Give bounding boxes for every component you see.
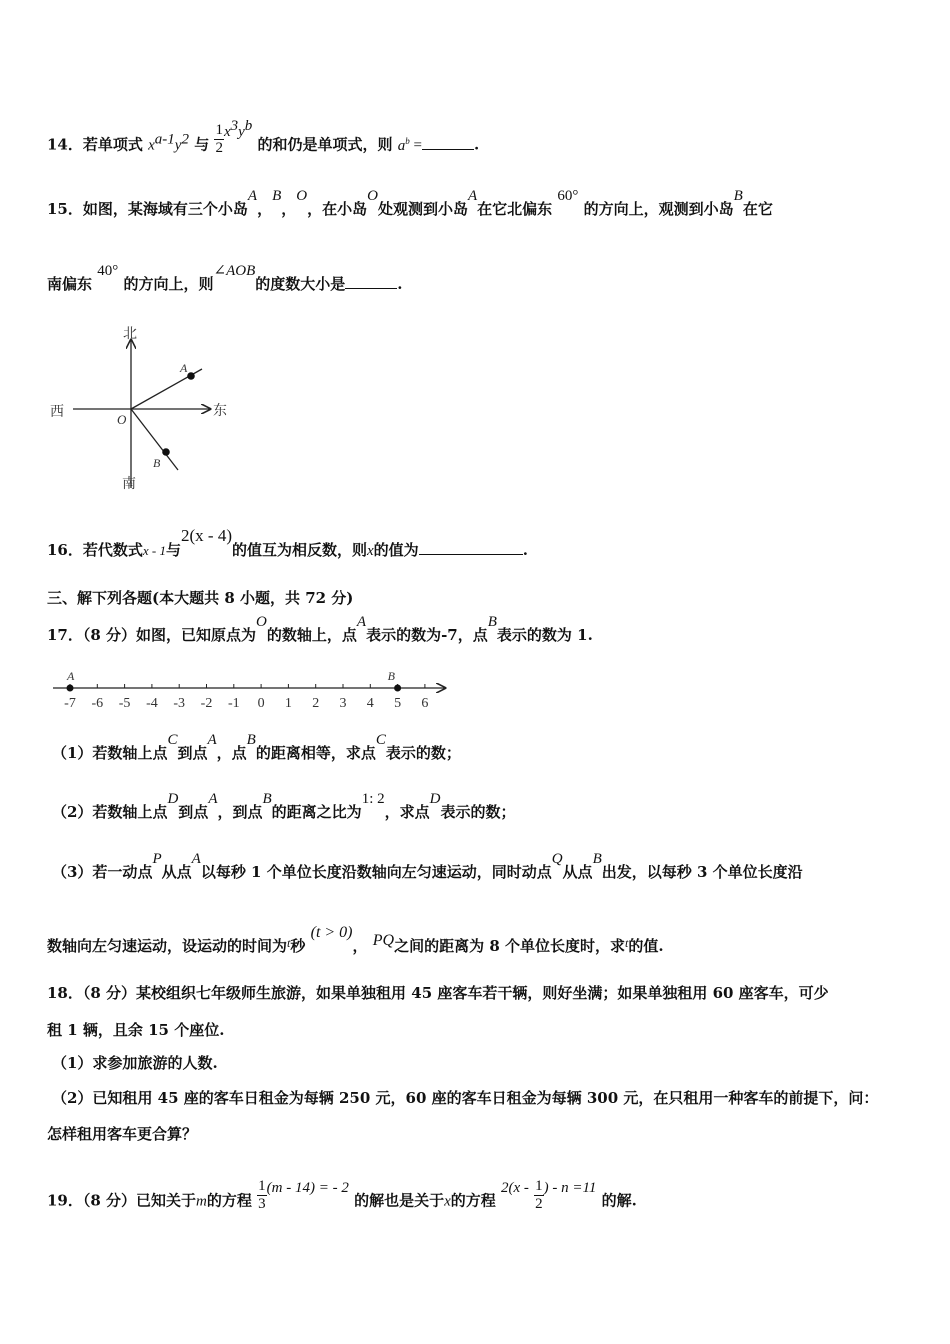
number-line-tick-label: -1: [227, 696, 240, 711]
q19-t3: 的方程: [450, 1191, 496, 1210]
q17p1-C2: C: [375, 732, 386, 748]
q14-term1-x: x: [148, 137, 155, 154]
q19-m: m: [196, 1193, 207, 1210]
question-17-part3-line1: [52, 851, 803, 883]
question-18-part2-line1: （2）已知租用 45 座的客车日租金为每辆 250 元，60 座的客车日租金为每辆 300 元，在只租用一种客车的前提下，问：: [52, 1089, 879, 1107]
q19-eq2-fraction: $\frac{1}{2}$: [535, 1178, 543, 1212]
q17p1-A: A: [207, 732, 217, 748]
q16-x: x: [367, 543, 374, 559]
q17-label: 17．（8 分）如图，已知原点为: [47, 626, 257, 644]
q17p2-B: B: [262, 791, 272, 807]
q16-end: .: [522, 541, 528, 559]
q17-t3: 表示的数为 1.: [496, 626, 593, 644]
q19-t4: 的解.: [601, 1191, 637, 1210]
q14-term2-exp: 3: [230, 117, 239, 134]
east-label: 东: [213, 404, 227, 419]
q15-t7: 的方向上，则: [123, 275, 214, 293]
q17p1-t3: 的距离相等，求点: [255, 744, 376, 762]
number-line-tick-label: 3: [339, 696, 347, 711]
q17p3-A: A: [191, 851, 201, 867]
q15-t6: 南偏东: [47, 275, 93, 293]
question-18-line2: 租 1 辆，且余 15 个座位.: [47, 1021, 225, 1039]
question-16: [47, 526, 528, 561]
q17p3-label: （3）若一动点: [52, 863, 153, 881]
q16-t1: 的值互为相反数，则: [231, 541, 367, 559]
q15-t4: 的方向上，观测到小岛: [583, 200, 734, 218]
q17p3-t7: ，: [352, 937, 368, 955]
q17p1-B: B: [246, 732, 256, 748]
q17p2-D: D: [167, 791, 179, 807]
q19-eq2-pre: 2(x -: [501, 1179, 529, 1196]
q16-expr1: x - 1: [142, 543, 166, 558]
q14-answer-blank[interactable]: [422, 135, 474, 150]
q19-t1: 的方程: [206, 1191, 252, 1210]
q17p1-label: （1）若数轴上点: [52, 744, 168, 762]
q15-comma: ，: [257, 200, 273, 218]
q17p3-t9: 的值.: [628, 937, 664, 955]
q15-B2: B: [733, 188, 743, 204]
q15-A2: A: [467, 188, 478, 204]
point-A-label: A: [180, 361, 188, 375]
q17p1-t1: 到点: [177, 744, 208, 762]
number-line-label-B: B: [387, 669, 395, 683]
number-line-tick-label: -2: [200, 696, 213, 711]
number-line-tick-label: 5: [394, 696, 402, 711]
q17p2-ratio: 1: 2: [361, 791, 385, 807]
q15-t2: 处观测到小岛: [377, 200, 468, 218]
q14-term2-yexp: b: [244, 117, 253, 134]
q17p3-t4: 出发，以每秒 3 个单位长度沿: [601, 863, 803, 881]
q15-end: .: [397, 275, 403, 293]
q14-eq: =: [409, 137, 422, 154]
q17p2-A: A: [208, 791, 218, 807]
q17-t2: 表示的数为-7，点: [366, 626, 488, 644]
q14-ab: $a^b$: [397, 135, 410, 154]
number-line-label-A: A: [67, 669, 75, 683]
q16-connector: 与: [165, 541, 181, 559]
q15-O2: O: [367, 188, 378, 204]
q16-t2: 的值为: [373, 541, 419, 559]
q17-O: O: [256, 614, 267, 630]
q14-term2-y: y: [238, 123, 245, 140]
q17p2-t4: ，求点: [384, 803, 430, 821]
number-line-point-B: [394, 685, 401, 692]
q15-deg60: 60°: [557, 188, 579, 204]
q14-text1: 的和仍是单项式，则: [257, 135, 393, 154]
south-label: 南: [122, 477, 136, 492]
q19-label: 19．（8 分）已知关于: [47, 1191, 197, 1210]
north-label: 北: [123, 327, 137, 342]
number-line-figure: [45, 665, 465, 715]
question-17: [47, 614, 593, 646]
q15-comma2: ，: [281, 200, 297, 218]
q17p3-t1: 从点: [161, 863, 192, 881]
q19-x: x: [444, 1193, 451, 1210]
q19-t2: 的解也是关于: [354, 1191, 445, 1210]
q14-term1-y: y: [174, 137, 182, 154]
question-15-line1: [47, 188, 773, 220]
number-line-tick-label: -4: [146, 696, 158, 711]
question-17-part2: [52, 791, 516, 823]
q15-O: O: [296, 188, 308, 204]
point-B-dot: [162, 448, 170, 456]
q17p3-t2: t: [624, 936, 629, 950]
number-line-tick-label: -3: [173, 696, 186, 711]
question-19: [47, 1178, 637, 1219]
q19-eq1-rest: (m - 14) = - 2: [266, 1179, 349, 1196]
question-18-part2-line2: 怎样租用客车更合算？: [47, 1125, 198, 1143]
question-14: [47, 117, 480, 163]
number-line-tick-label: 2: [312, 696, 320, 711]
question-18-line1: 18．（8 分）某校组织七年级师生旅游，如果单独租用 45 座客车若干辆，则好坐满；如果单独租用 60 座客车，可少: [47, 984, 829, 1002]
question-17-part3-line2: [47, 924, 664, 957]
q17-A: A: [356, 614, 367, 630]
q17p3-t2: 以每秒 1 个单位长度沿数轴向左匀速运动，同时动点: [200, 863, 552, 881]
q17p3-t8: 之间的距离为 8 个单位长度时，求: [394, 937, 625, 955]
q17p2-t2: ，到点: [217, 803, 263, 821]
q17p3-t5: 数轴向左匀速运动，设运动的时间为: [47, 937, 288, 955]
number-line-tick-label: -7: [64, 696, 76, 711]
q17p3-B: B: [592, 851, 602, 867]
q15-t1: ，在小岛: [307, 200, 368, 218]
q14-term2-x: x: [223, 123, 231, 140]
q17p2-t3: 的距离之比为: [271, 803, 362, 821]
number-line-point-A: [67, 685, 74, 692]
question-18-part1: （1）求参加旅游的人数.: [52, 1054, 218, 1072]
q15-angle: ∠AOB: [213, 263, 256, 279]
q15-answer-blank[interactable]: [345, 274, 397, 289]
q15-t8: 的度数大小是: [255, 275, 346, 293]
q16-label: 16．若代数式: [47, 541, 143, 559]
q17p1-C: C: [167, 732, 178, 748]
q19-eq1-fraction: $\frac{1}{3}$: [258, 1178, 266, 1212]
q17p3-P: P: [152, 851, 162, 867]
q15-t5: 在它: [742, 200, 773, 218]
q17p1-t2: ，点: [216, 744, 247, 762]
number-line-tick-label: 0: [257, 696, 265, 711]
q17p3-t: t: [287, 936, 291, 950]
number-line-tick-label: 6: [421, 696, 429, 711]
q15-label: 15．如图，某海域有三个小岛: [47, 200, 248, 218]
q17p2-label: （2）若数轴上点: [52, 803, 168, 821]
q17p3-t6: 秒: [290, 937, 306, 955]
point-A-dot: [187, 372, 195, 380]
point-B-label: B: [153, 456, 161, 470]
q16-expr2: 2(x - 4): [181, 526, 232, 545]
number-line-tick-label: -5: [118, 696, 131, 711]
q15-deg40: 40°: [97, 263, 119, 279]
section-3-title: 三、解下列各题(本大题共 8 小题，共 72 分): [47, 589, 354, 607]
q17-t1: 的数轴上，点: [266, 626, 357, 644]
q17p3-cond: (t > 0): [310, 924, 353, 941]
q16-answer-blank[interactable]: [419, 540, 523, 555]
q17p3-Q: Q: [551, 851, 563, 867]
q15-A: A: [247, 188, 258, 204]
compass-figure: [45, 320, 245, 495]
q17p1-t4: 表示的数；: [385, 744, 461, 762]
q19-eq2-rest: ) - n =11: [543, 1179, 597, 1196]
q15-B: B: [272, 188, 282, 204]
q14-coef-fraction: $\frac{1}{2}$: [215, 122, 223, 156]
q14-end: .: [473, 135, 480, 154]
q17-B: B: [487, 614, 497, 630]
q17p3-PQ: PQ: [372, 932, 395, 949]
number-line-tick-label: 1: [284, 696, 292, 711]
q17p2-D2: D: [429, 791, 441, 807]
number-line-tick-label: -6: [91, 696, 104, 711]
q14-term1-exp: a-1: [154, 131, 175, 148]
number-line-tick-label: 4: [366, 696, 374, 711]
west-label: 西: [50, 405, 64, 420]
q14-connector: 与: [194, 135, 210, 154]
q17p2-t5: 表示的数；: [440, 803, 516, 821]
q17p2-t1: 到点: [178, 803, 209, 821]
q17p3-t3: 从点: [562, 863, 593, 881]
q14-label: 14．若单项式: [47, 135, 143, 154]
question-15-line2: [47, 263, 403, 295]
origin-label: O: [117, 412, 127, 427]
q14-term1-yexp: 2: [181, 131, 189, 148]
question-17-part1: [52, 732, 461, 764]
q15-t3: 在它北偏东: [477, 200, 553, 218]
